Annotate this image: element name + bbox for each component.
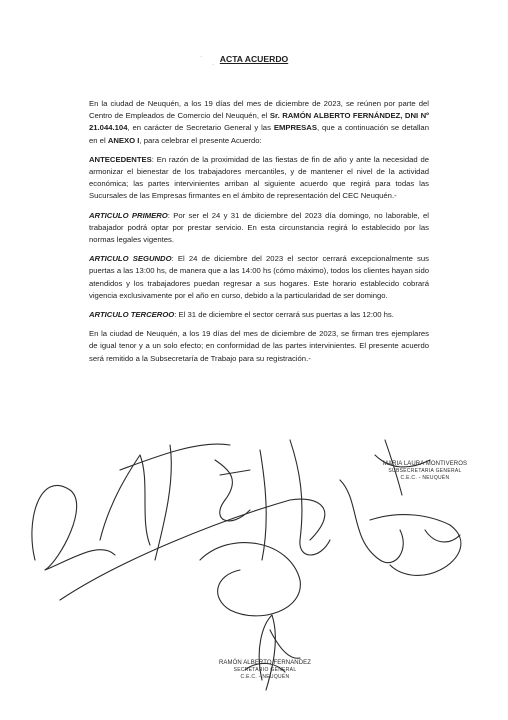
signature-stroke [200, 543, 300, 616]
signature-stroke [155, 445, 171, 560]
intro-text-3: , que a continuación se detallan en el [89, 123, 429, 145]
signature-stroke [215, 460, 250, 521]
intro-text-2: , en carácter de Secretario General y las [127, 123, 274, 133]
signature-stroke [370, 515, 461, 576]
scan-speck: · [212, 62, 214, 68]
antecedentes-heading: ANTECEDENTES [89, 154, 152, 164]
signatory-block-1 [365, 461, 485, 482]
signatory-1-role: SUBSECRETARIA GENERAL [388, 468, 462, 474]
articulo-tercero-heading: ARTICULO TERCEROO [89, 310, 175, 320]
antecedentes-text: : En razón de la proximidad de las fiestas de fin de año y ante la necesidad de armonizar el bienestar de los trabajadores mercantiles, y de mantener el nivel de la actividad económica; las partes intervinientes arriban al siguiente acuerdo que regirá para todas las Sucursales de las Empresas firmantes en el ámbito de representación del CEC Neuquén.- [89, 154, 429, 201]
signature-stroke [260, 450, 266, 560]
signature-stroke [220, 470, 250, 475]
anexo-label: ANEXO I [107, 135, 140, 145]
empresas-label: EMPRESAS [273, 123, 317, 133]
articulo-primero-heading: ARTICULO PRIMERO [89, 210, 168, 220]
closing-paragraph: En la ciudad de Neuquén, a los 19 días del mes de diciembre de 2023, se firman tres ejemplares de igual tenor y a un solo efecto; en conformidad de las partes intervinientes. El presente acuerdo será remitido a la Subsecretaría de Trabajo para su registración.- [89, 329, 429, 363]
intro-text-4: , para celebrar el presente Acuerdo: [139, 135, 262, 145]
scan-speck: · [200, 54, 202, 60]
signature-stroke [290, 440, 330, 555]
articulo-primero-text: : Por ser el 24 y 31 de diciembre del 2023 día domingo, no laborable, el trabajador podrá optar por prestar servicio. En esta circunstancia regirá lo establecido por las normas legales vigentes. [89, 210, 429, 245]
signatory-2-org: C.E.C. - NEUQUÉN [240, 674, 290, 680]
signature-stroke [32, 485, 115, 570]
signatory-2-role: SECRETARIO GENERAL [233, 667, 297, 673]
representative-name: Sr. RAMÓN ALBERTO FERNÁNDEZ, DNI Nº 21.044.104 [89, 111, 429, 133]
signature-stroke [120, 444, 230, 470]
articulo-segundo-heading: ARTICULO SEGUNDO [89, 254, 172, 264]
document-title: ACTA ACUERDO [219, 54, 289, 64]
signatory-1-org: C.E.C. - NEUQUÉN [400, 475, 450, 481]
articulo-segundo-text: : El 24 de diciembre del 2023 el sector cerrará excepcionalmente sus puertas a las 13:00 hs, de manera que a las 14:00 hs (cómo máximo), todos los clientes hayan sido atendidos y los trabajadores puedan regresar a sus hogares. Este horario establecido cobrará vigencia exclusivamente por el año en curso, debido a la particularidad de ser domingo. [89, 254, 429, 300]
signatory-2-name: RAMÓN ALBERTO FERNANDEZ [218, 660, 312, 666]
signature-stroke [340, 480, 403, 563]
signatory-block-2 [205, 660, 325, 681]
intro-text-1: En la ciudad de Neuquén, a los 19 días del mes de diciembre de 2023, se reúnen por parte del Centro de Empleados de Comercio del Neuquén, el [89, 99, 429, 121]
signature-stroke [425, 530, 460, 542]
signatory-1-name: MARIA LAURA MONTIVEROS [382, 461, 468, 467]
articulo-tercero-text: : El 31 de diciembre el sector cerrará sus puertas a las 12:00 hs. [174, 310, 394, 320]
